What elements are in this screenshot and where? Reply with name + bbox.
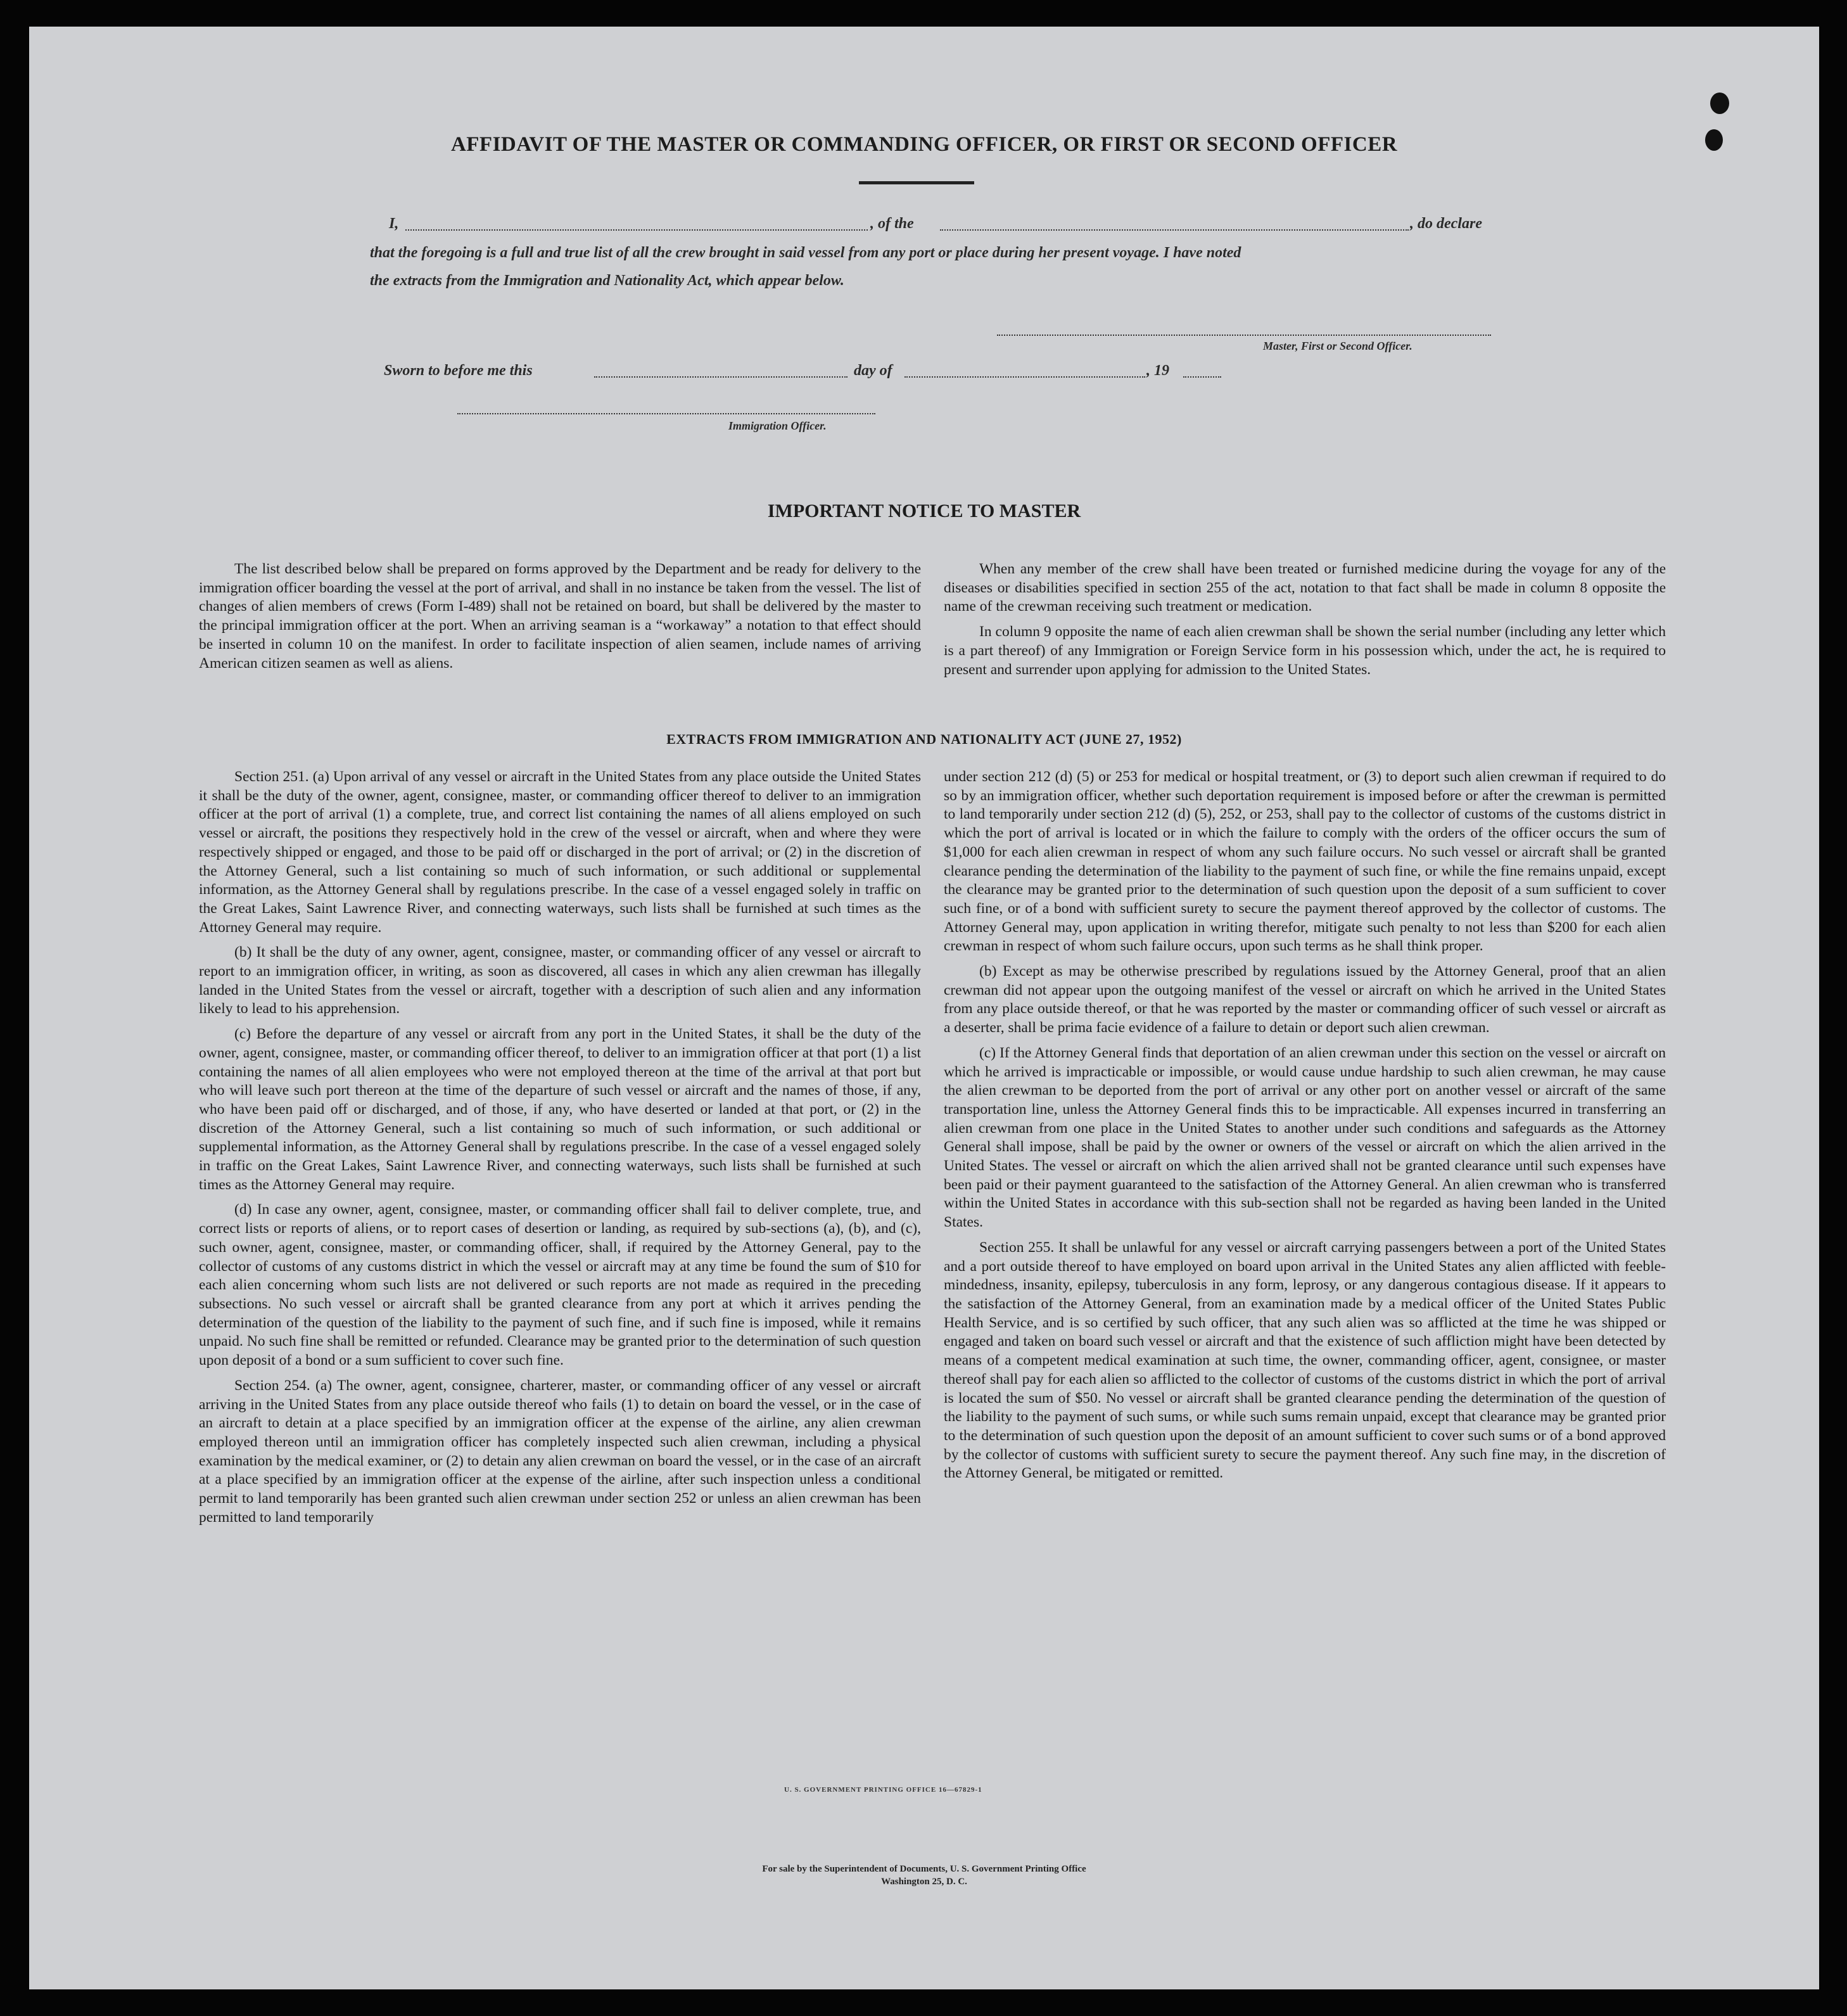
extracts-left-column <box>199 768 921 1527</box>
declaration-line <box>370 215 1516 236</box>
punch-hole-mark <box>1710 93 1729 114</box>
i-label: I, <box>389 215 399 232</box>
of-the-label: , of the <box>870 215 914 232</box>
statement-line-2: the extracts from the Immigration and Nationality Act, which appear below. <box>370 272 844 289</box>
gpo-imprint: U. S. GOVERNMENT PRINTING OFFICE 16—67829-1 <box>784 1786 982 1794</box>
master-signature-label: Master, First or Second Officer. <box>1263 340 1412 352</box>
notice-paragraph: In column 9 opposite the name of each alien crewman shall be shown the serial number (including any letter which is a part thereof) of any Immigration or Foreign Service form in his possession which, under the act, he is required to present and surrender upon applying for admission to the United States. <box>944 623 1666 678</box>
officer-label: Immigration Officer. <box>728 419 827 432</box>
section-paragraph: (c) If the Attorney General finds that deportation of an alien crewman under this section on the vessel or aircraft on which he arrived is impracticable or impossible, or would cause undue hardship to such alien crewman, he may cause the alien crewman to be deported from the port of arrival or any other port on another vessel or aircraft of the same transportation line, unless the Attorney General finds this to be impracticable. All expenses incurred in transferring an alien crewman from one place in the United States to another under such conditions and safeguards as the Attorney General shall impose, shall be paid by the owner or owners of the vessel or aircraft on which the alien arrived in the United States. The vessel or aircraft on which the alien arrived shall not be granted clearance until such expenses have been paid or their payment guaranteed to the satisfaction of the Attorney General. An alien crewman who is transferred within the United States in accordance with this sub-section shall not be regarded as having been landed in the United States. <box>944 1044 1666 1231</box>
statement-line-1: that the foregoing is a full and true list of all the crew brought in said vessel from any port or place during her present voyage. I have noted <box>370 245 1241 261</box>
officer-signature-line[interactable] <box>457 413 875 414</box>
sale-line-2: Washington 25, D. C. <box>881 1877 967 1887</box>
sworn-month-field[interactable] <box>904 376 1145 378</box>
sworn-year-field[interactable] <box>1183 376 1221 378</box>
sworn-day-field[interactable] <box>594 376 847 378</box>
sale-notice <box>29 1863 1819 1888</box>
declarant-name-field[interactable] <box>405 229 868 231</box>
notice-title: IMPORTANT NOTICE TO MASTER <box>767 501 1081 521</box>
affidavit-title: AFFIDAVIT OF THE MASTER OR COMMANDING OFFICER, OR FIRST OR SECOND OFFICER <box>450 133 1398 156</box>
section-paragraph: (b) Except as may be otherwise prescribed by regulations issued by the Attorney General, proof that an alien crewman did not appear upon the outgoing manifest of the vessel or aircraft on which he arrived in the United States from any place outside thereof, or that he was reported by the master or commanding officer of such vessel or aircraft as a deserter, shall be prima facie evidence of a failure to detain or deport such alien crewman. <box>944 963 1666 1037</box>
day-of-label: day of <box>854 362 892 379</box>
notice-right-column <box>944 560 1666 679</box>
notice-paragraph: The list described below shall be prepared on forms approved by the Department and be ready for delivery to the immigration officer boarding the vessel at the port of arrival, and shall in no instance be taken from the vessel. The list of changes of alien members of crews (Form I-489) shall not be retained on board, but shall be delivered by the master to the principal immigration officer at the port. When an arriving seaman is a “workaway” a notation to that effect should be inserted in column 10 on the manifest. In order to facilitate inspection of alien seamen, include names of arriving American citizen seamen as well as aliens. <box>199 561 921 672</box>
master-signature-line[interactable] <box>997 335 1491 336</box>
extracts-title: EXTRACTS FROM IMMIGRATION AND NATIONALITY ACT (JUNE 27, 1952) <box>666 731 1182 747</box>
section-paragraph: under section 212 (d) (5) or 253 for medical or hospital treatment, or (3) to deport such alien crewman if required to do so by an immigration officer, whether such deportation requirement is imposed before or after the crewman is permitted to land temporarily under section 212 (d) (5), 252, or 253, shall pay to the collector of customs of the customs district in which the port of arrival is located or in which the failure to comply with the orders of the officer occurs the sum of $1,000 for each alien crewman in respect of whom any such failure occurs. No such vessel or aircraft shall be granted clearance pending the determination of the liability to the payment of such fine, or while the fine remains unpaid, except the clearance may be granted prior to the determination of such question upon the deposit of a sum sufficient to cover such fine, or of a bond with sufficient surety to secure the payment thereof approved by the collector of customs. The Attorney General may, upon application in writing therefor, mitigate such penalty to not less than $200 for each alien crewman in respect of whom such failure occurs, upon such terms as he shall think proper. <box>944 769 1666 955</box>
section-paragraph: (c) Before the departure of any vessel or aircraft from any port in the United States, it shall be the duty of the owner, agent, consignee, master, or commanding officer thereof, to deliver to an immigration officer at that port (1) a list containing the names of all alien employees who were not employed thereon at the time of the arrival at that port but who will leave such port thereon at the time of the departure of such vessel or aircraft and the names of those, if any, who have been paid off or discharged, and of those, if any, who have deserted or landed at that port, or (2) in the discretion of the Attorney General, such a list containing so much of such information, or such additional or supplemental information, as the Attorney General shall by regulations prescribe. In the case of a vessel engaged solely in traffic on the Great Lakes, Saint Lawrence River, and connecting waterways, such lists shall be furnished at such times as the Attorney General may require. <box>199 1026 921 1193</box>
section-paragraph: (b) It shall be the duty of any owner, agent, consignee, master, or commanding officer of any vessel or aircraft to report to an immigration officer, in writing, as soon as discovered, all cases in which any alien crewman has illegally landed in the United States from the vessel or aircraft, together with a description of such alien and any information likely to lead to his apprehension. <box>199 944 921 1018</box>
notice-paragraph: When any member of the crew shall have been treated or furnished medicine during the voyage for any of the diseases or disabilities specified in section 255 of the act, notation to that fact shall be made in column 8 opposite the name of the crewman receiving such treatment or medication. <box>944 561 1666 615</box>
sworn-line <box>384 362 1271 383</box>
sworn-label: Sworn to before me this <box>384 362 533 379</box>
section-paragraph: Section 254. (a) The owner, agent, consignee, charterer, master, or commanding officer of any vessel or aircraft arriving in the United States from any place outside thereof who fails (1) to detain on board the vessel, or in the case of an aircraft to detain at a place specified by an immigration officer at the expense of the airline, any alien crewman employed thereon until an immigration officer has completely inspected such alien crewman, including a physical examination by the medical examiner, or (2) to detain any alien crewman on board the vessel, or in the case of an aircraft at a place specified by an immigration officer at the expense of the airline, after such inspection unless a conditional permit to land temporarily has been granted such alien crewman under section 252 or unless an alien crewman has been permitted to land temporarily <box>199 1377 921 1526</box>
document-page <box>29 27 1819 1989</box>
title-rule <box>859 181 974 184</box>
punch-hole-mark <box>1705 129 1723 151</box>
year-prefix-label: , 19 <box>1146 362 1169 379</box>
do-declare-label: , do declare <box>1410 215 1482 232</box>
section-paragraph: Section 255. It shall be unlawful for any vessel or aircraft carrying passengers between a port of the United States and a port outside thereof to have employed on board upon arrival in the United States any alien afflicted with feeble-mindedness, insanity, epilepsy, tuberculosis in any form, leprosy, or any dangerous contagious disease. If it appears to the satisfaction of the Attorney General, from an examination made by a medical officer of the United States Public Health Service, and is so certified by such officer, that any such alien was so afflicted at the time he was shipped or engaged and taken on board such vessel or aircraft and that the existence of such affliction might have been detected by means of a competent medical examination at such time, the owner, commanding officer, agent, consignee, or master thereof shall pay for each alien so afflicted to the collector of customs of the customs district in which the port of arrival is located the sum of $50. No vessel or aircraft shall be granted clearance pending the determination of the question of the liability to the payment of such sums, or while such sums remain unpaid, except that clearance may be granted prior to the determination of such question upon the deposit of an amount sufficient to cover such sums or of a bond approved by the collector of customs with sufficient surety to secure the payment thereof. Any such fine may, in the discretion of the Attorney General, be mitigated or remitted. <box>944 1239 1666 1482</box>
extracts-right-column <box>944 768 1666 1483</box>
sale-line-1: For sale by the Superintendent of Documents, U. S. Government Printing Office <box>762 1864 1086 1874</box>
notice-left-column <box>199 560 921 673</box>
section-paragraph: (d) In case any owner, agent, consignee, master, or commanding officer shall fail to deliver complete, true, and correct lists or reports of aliens, or to report cases of desertion or landing, as required by sub-sections (a), (b), and (c), such owner, agent, consignee, master, or commanding officer, shall, if required by the Attorney General, pay to the collector of customs of any customs district in which the vessel or aircraft may at any time be found the sum of $10 for each alien concerning whom such lists are not delivered or such reports are not made as required in the preceding subsections. No such vessel or aircraft shall be granted clearance from any port at which it arrives pending the determination of the question of the liability to the payment of such fine, and if such fine is imposed, while it remains unpaid. No such fine shall be remitted or refunded. Clearance may be granted prior to the determination of such question upon deposit of a bond or a sum sufficient to cover such fine. <box>199 1201 921 1369</box>
section-paragraph: Section 251. (a) Upon arrival of any vessel or aircraft in the United States from any place outside the United States it shall be the duty of the owner, agent, consignee, master, or commanding officer thereof to deliver to an immigration officer at the port of arrival (1) a complete, true, and correct list containing the names of all aliens employed on such vessel or aircraft, the positions they respectively hold in the crew of the vessel or aircraft, when and where they were respectively shipped or engaged, and those to be paid off or discharged in the port of arrival; or (2) in the discretion of the Attorney General, such a list containing so much of such information, or such additional or supplemental information, as the Attorney General shall by regulations prescribe. In the case of a vessel engaged solely in traffic on the Great Lakes, Saint Lawrence River, and connecting waterways, such lists shall be furnished at such times as the Attorney General may require. <box>199 769 921 936</box>
vessel-name-field[interactable] <box>940 229 1409 231</box>
